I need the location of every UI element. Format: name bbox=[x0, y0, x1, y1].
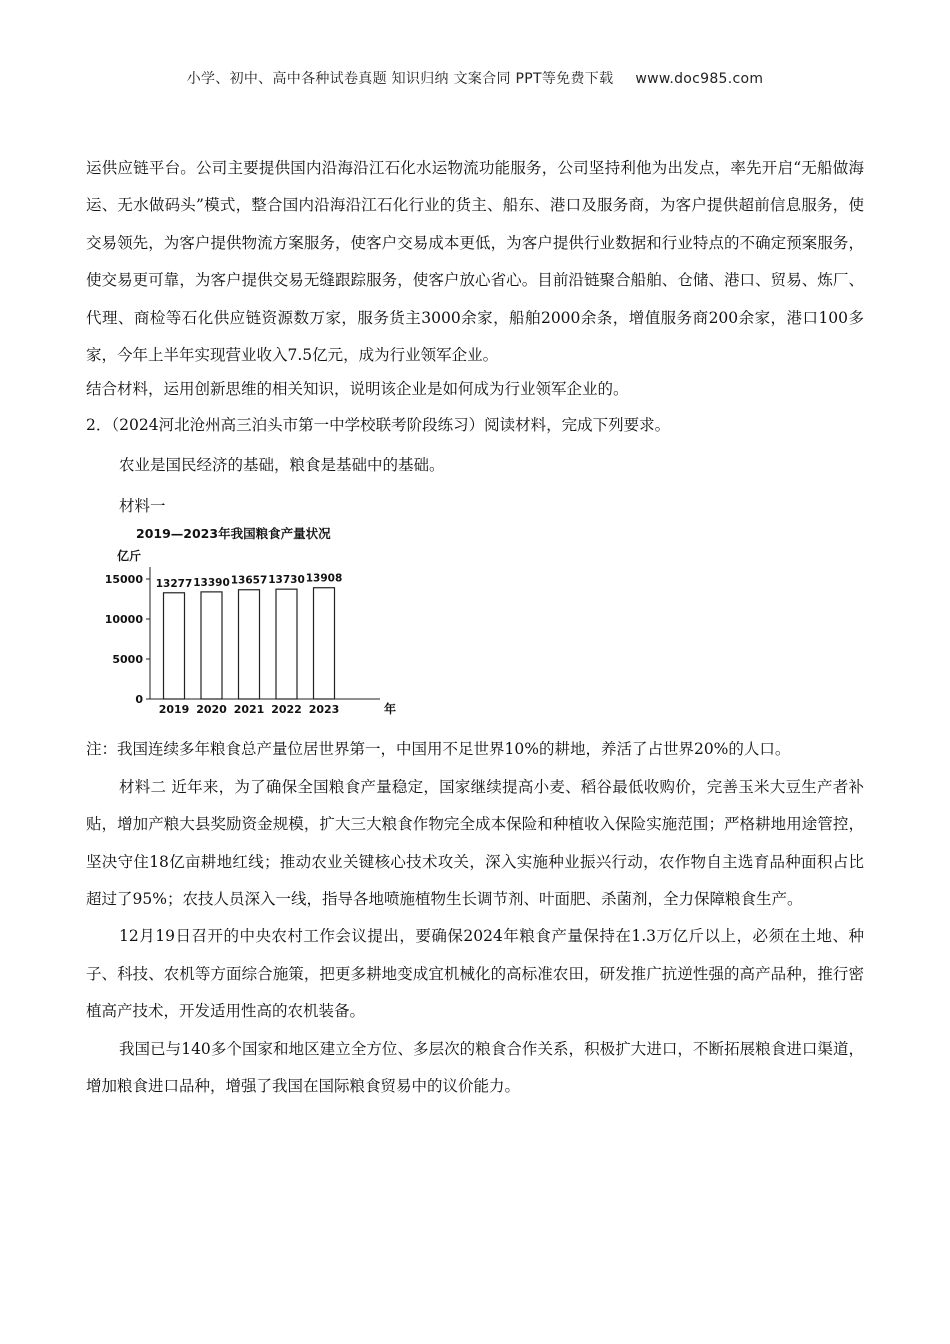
chart-y-axis-label: 亿斤 bbox=[117, 549, 142, 564]
x-tick-label: 2021 bbox=[233, 703, 265, 717]
material2-paragraph-3: 我国已与140多个国家和地区建立全方位、多层次的粮食合作关系，积极扩大进口，不断拓展粮食进口渠道，增加粮食进口品种，增强了我国在国际粮食贸易中的议价能力。 bbox=[86, 1039, 864, 1096]
bar-2021 bbox=[239, 590, 260, 699]
bar-2019 bbox=[164, 593, 185, 699]
bar-value-label: 13908 bbox=[305, 573, 343, 586]
material1-note: 注：我国连续多年粮食总产量位居世界第一，中国用不足世界10%的耕地，养活了占世界20%的人口。 bbox=[86, 740, 791, 759]
page-header bbox=[0, 68, 950, 88]
y-tick-label: 10000 bbox=[104, 613, 143, 627]
bar-value-label: 13277 bbox=[155, 578, 193, 591]
x-tick-label: 2023 bbox=[308, 703, 340, 717]
q1-material-paragraph: 运供应链平台。公司主要提供国内沿海沿江石化水运物流功能服务，公司坚持利他为出发点，率先开启“无船做海运、无水做码头”模式，整合国内沿海沿江石化行业的货主、船东、港口及服务商，为客户提供超前信息服务，使交易领先，为客户提供物流方案服务，使客户交易成本更低，为客户提供行业数据和行业特点的不确定预案服务，使交易更可靠，为客户提供交易无缝跟踪服务，使客户放心省心。目前沿链聚合船舶、仓储、港口、贸易、炼厂、代理、商检等石化供应链资源数万家，服务货主3000余家，船舶2000余条，增值服务商200余家，港口100多家，今年上半年实现营业收入7.5亿元，成为行业领军企业。 bbox=[86, 159, 864, 365]
header-site-link[interactable]: www.doc985.com bbox=[635, 71, 764, 87]
chart-x-axis-label: 年 bbox=[384, 702, 397, 717]
q2-source: （2024河北沧州高三泊头市第一中学校联考阶段练习）阅读材料，完成下列要求。 bbox=[111, 416, 671, 435]
q2-intro: 农业是国民经济的基础，粮食是基础中的基础。 bbox=[119, 456, 445, 475]
bar-value-label: 13730 bbox=[268, 574, 305, 587]
bar-value-label: 13657 bbox=[230, 575, 268, 588]
chart-svg bbox=[104, 523, 414, 717]
material2-paragraph-2: 12月19日召开的中央农村工作会议提出，要确保2024年粮食产量保持在1.3万亿斤以上，必须在土地、种子、科技、农机等方面综合施策，把更多耕地变成宜机械化的高标准农田，研发推广抗逆性强的高产品种，推行密植高产技术，开发适用性高的农机装备。 bbox=[86, 927, 864, 1021]
bar-2023 bbox=[314, 588, 335, 699]
x-tick-label: 2022 bbox=[271, 703, 302, 717]
bar-2020 bbox=[201, 592, 222, 699]
y-tick-label: 0 bbox=[135, 693, 143, 707]
y-tick-label: 15000 bbox=[104, 573, 143, 587]
grain-production-chart bbox=[104, 523, 414, 717]
q2-heading bbox=[86, 410, 864, 440]
material2-paragraph: 材料二 近年来，为了确保全国粮食产量稳定，国家继续提高小麦、稻谷最低收购价，完善玉米大豆生产者补贴，增加产粮大县奖励资金规模，扩大三大粮食作物完全成本保险和种植收入保险实施范围；严格耕地用途管控，坚决守住18亿亩耕地红线；推动农业关键核心技术攻关，深入实施种业振兴行动，农作物自主选育品种面积占比超过了95%；农技人员深入一线，指导各地喷施植物生长调节剂、叶面肥、杀菌剂，全力保障粮食生产。 bbox=[86, 777, 864, 909]
x-tick-label: 2019 bbox=[158, 703, 190, 717]
q2-number: 2． bbox=[86, 416, 112, 435]
bar-value-label: 13390 bbox=[193, 577, 230, 590]
header-text: 小学、初中、高中各种试卷真题 知识归纳 文案合同 PPT等免费下载 bbox=[186, 71, 614, 87]
q1-question: 结合材料，运用创新思维的相关知识，说明该企业是如何成为行业领军企业的。 bbox=[86, 380, 629, 399]
x-tick-label: 2020 bbox=[196, 703, 227, 717]
chart-title: 2019—2023年我国粮食产量状况 bbox=[136, 526, 331, 542]
bar-2022 bbox=[276, 590, 297, 700]
y-tick-label: 5000 bbox=[112, 653, 143, 667]
material1-label: 材料一 bbox=[119, 497, 166, 516]
document-body bbox=[86, 150, 864, 1106]
